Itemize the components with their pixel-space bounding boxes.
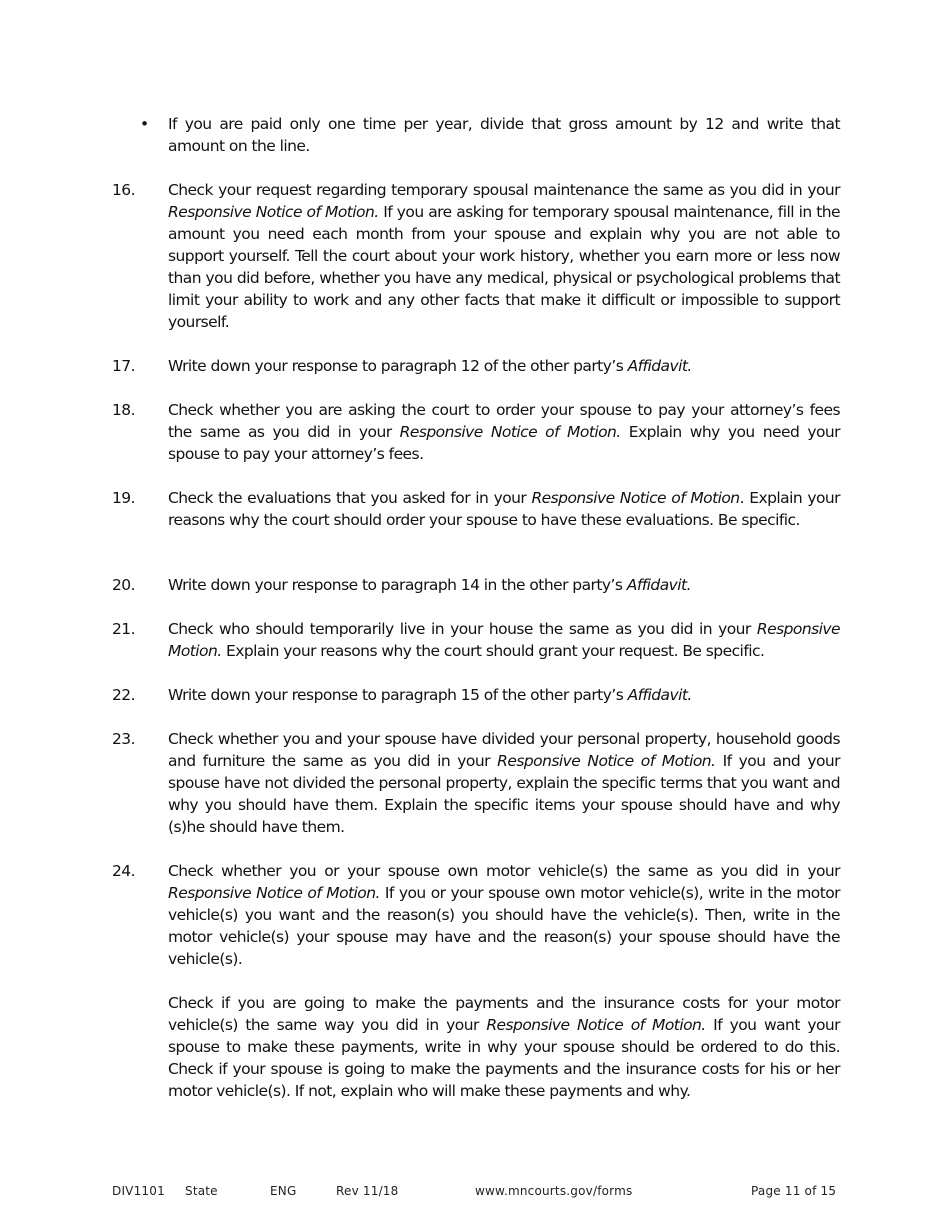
item-text: Check the evaluations that you asked for in your Responsive Notice of Motion. Explain your reasons why the court should order your spouse to have these evaluations. Be specific. xyxy=(168,489,840,529)
instruction-item-20 xyxy=(112,574,840,596)
item-number: 24. xyxy=(112,862,136,880)
item-text: Write down your response to paragraph 15 of the other party’s Affidavit. xyxy=(168,686,692,704)
instruction-item-18 xyxy=(112,399,840,465)
footer-page-number: Page 11 of 15 xyxy=(751,1184,837,1198)
item-number: 17. xyxy=(112,357,136,375)
item-text: Check whether you are asking the court to order your spouse to pay your attorney’s fees the same as you did in your Responsive Notice of Motion. Explain why you need your spouse to pay your attorney’s fees. xyxy=(168,401,840,463)
bullet-icon: • xyxy=(140,115,150,133)
item-number: 16. xyxy=(112,181,136,199)
item-number: 20. xyxy=(112,576,136,594)
item-number: 21. xyxy=(112,620,136,638)
footer-state: State xyxy=(185,1184,218,1198)
item-text: Write down your response to paragraph 12 of the other party’s Affidavit. xyxy=(168,357,692,375)
footer-revision: Rev 11/18 xyxy=(336,1184,399,1198)
item-number: 22. xyxy=(112,686,136,704)
footer-language: ENG xyxy=(270,1184,297,1198)
instruction-item-19 xyxy=(112,487,840,531)
footer-form-id: DIV1101 xyxy=(112,1184,165,1198)
item-text: Check who should temporarily live in your house the same as you did in your Responsive Motion. Explain your reasons why the court should grant your request. Be specific. xyxy=(168,620,840,660)
item-text: Check whether you or your spouse own motor vehicle(s) the same as you did in your Responsive Notice of Motion. If you or your spouse own motor vehicle(s), write in the motor vehicle(s) you want and the reason(s) you should have the vehicle(s). Then, write in the motor vehicle(s) your spouse may have and the reason(s) your spouse should have the vehicle(s). xyxy=(168,862,840,968)
instruction-item-22 xyxy=(112,684,840,706)
instruction-item-16 xyxy=(112,179,840,333)
item-number: 19. xyxy=(112,489,136,507)
item-text: Check your request regarding temporary spousal maintenance the same as you did in your Responsive Notice of Motion. If you are asking for temporary spousal maintenance, fill in the amount you need each month from your spouse and explain why you are not able to support yourself. Tell the court about your work history, whether you earn more or less now than you did before, whether you have any medical, physical or psychological problems that limit your ability to work and any other facts that make it difficult or impossible to support yourself. xyxy=(168,181,841,331)
instruction-item-23 xyxy=(112,728,840,838)
item-number: 18. xyxy=(112,401,136,419)
instruction-item-17 xyxy=(112,355,840,377)
item-text: Write down your response to paragraph 14 in the other party’s Affidavit. xyxy=(168,576,691,594)
instruction-item-21 xyxy=(112,618,840,662)
item-24-continued-paragraph: Check if you are going to make the payments and the insurance costs for your motor vehicle(s) the same way you did in your Responsive Notice of Motion. If you want your spouse to make these payments, write in why your spouse should be ordered to do this. Check if your spouse is going to make the payments and the insurance costs for his or her motor vehicle(s). If not, explain who will make these payments and why. xyxy=(168,994,841,1100)
item-number: 23. xyxy=(112,730,136,748)
bullet-paragraph: If you are paid only one time per year, divide that gross amount by 12 and write that amount on the line. xyxy=(168,115,840,155)
instruction-item-24 xyxy=(112,860,840,970)
page-footer xyxy=(0,1184,950,1202)
item-text: Check whether you and your spouse have divided your personal property, household goods and furniture the same as you did in your Responsive Notice of Motion. If you and your spouse have not divided the personal property, explain the specific terms that you want and why you should have them. Explain the specific items your spouse should have and why (s)he should have them. xyxy=(168,730,840,836)
footer-url[interactable]: www.mncourts.gov/forms xyxy=(475,1184,633,1198)
